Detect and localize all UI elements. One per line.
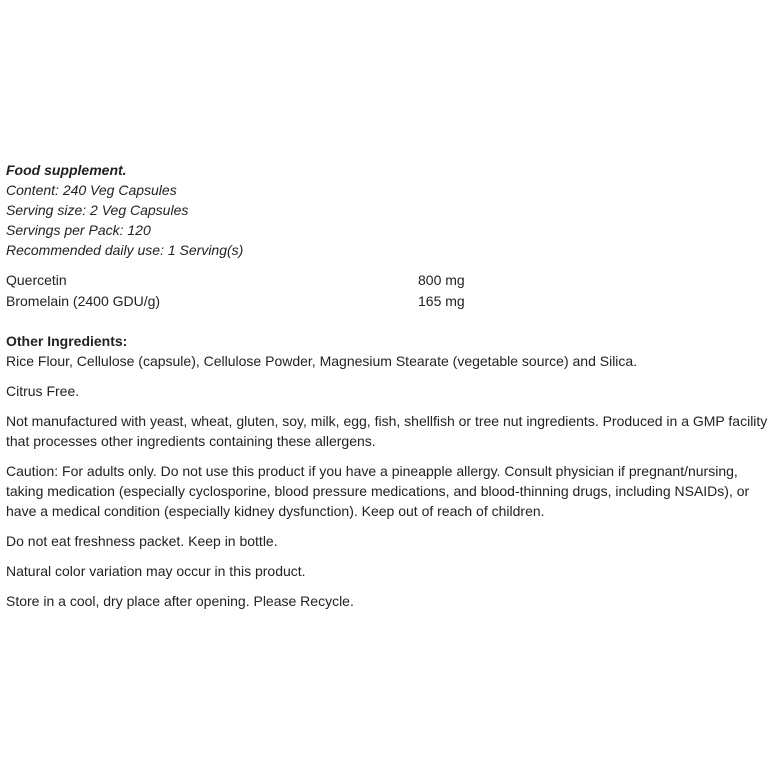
citrus-note — [6, 381, 772, 401]
fact-name: Bromelain (2400 GDU/g) — [6, 293, 161, 309]
supplement-facts — [6, 270, 772, 312]
storage-note-text: Store in a cool, dry place after opening. Please Recycle. — [6, 593, 354, 609]
serving-size-line: Serving size: 2 Veg Capsules — [6, 202, 189, 218]
supplement-title: Food supplement. — [6, 162, 127, 178]
fact-name: Quercetin — [6, 272, 67, 288]
caution-note-text: Caution: For adults only. Do not use this product if you have a pineapple allergy. Consult physician if pregnant/nursing, taking medication (especially cyclosporine, blood pressure medications, and blood-thinning drugs, including NSAIDs), or have a medical condition (especially kidney dysfunction). Keep out of reach of children. — [6, 463, 750, 519]
fact-amount: 165 mg — [418, 293, 465, 309]
fact-row — [6, 291, 772, 312]
allergen-note — [6, 411, 772, 451]
content-line: Content: 240 Veg Capsules — [6, 182, 177, 198]
color-variation-note-text: Natural color variation may occur in this product. — [6, 563, 306, 579]
storage-note — [6, 591, 772, 611]
other-ingredients-section — [6, 331, 772, 371]
recommended-use-line: Recommended daily use: 1 Serving(s) — [6, 242, 244, 258]
allergen-note-text: Not manufactured with yeast, wheat, gluten, soy, milk, egg, fish, shellfish or tree nut ingredients. Produced in a GMP facility that processes other ingredients containing these allergens. — [6, 413, 768, 449]
fact-amount: 800 mg — [418, 272, 465, 288]
freshness-note — [6, 531, 772, 551]
supplement-header — [6, 160, 772, 260]
citrus-note-text: Citrus Free. — [6, 383, 80, 399]
color-variation-note — [6, 561, 772, 581]
other-ingredients-text: Rice Flour, Cellulose (capsule), Cellulose Powder, Magnesium Stearate (vegetable source) and Silica. — [6, 353, 638, 369]
caution-note — [6, 461, 772, 521]
product-label-text — [6, 160, 772, 611]
freshness-note-text: Do not eat freshness packet. Keep in bottle. — [6, 533, 278, 549]
fact-row — [6, 270, 772, 291]
other-ingredients-heading: Other Ingredients: — [6, 333, 128, 349]
servings-per-pack-line: Servings per Pack: 120 — [6, 222, 151, 238]
